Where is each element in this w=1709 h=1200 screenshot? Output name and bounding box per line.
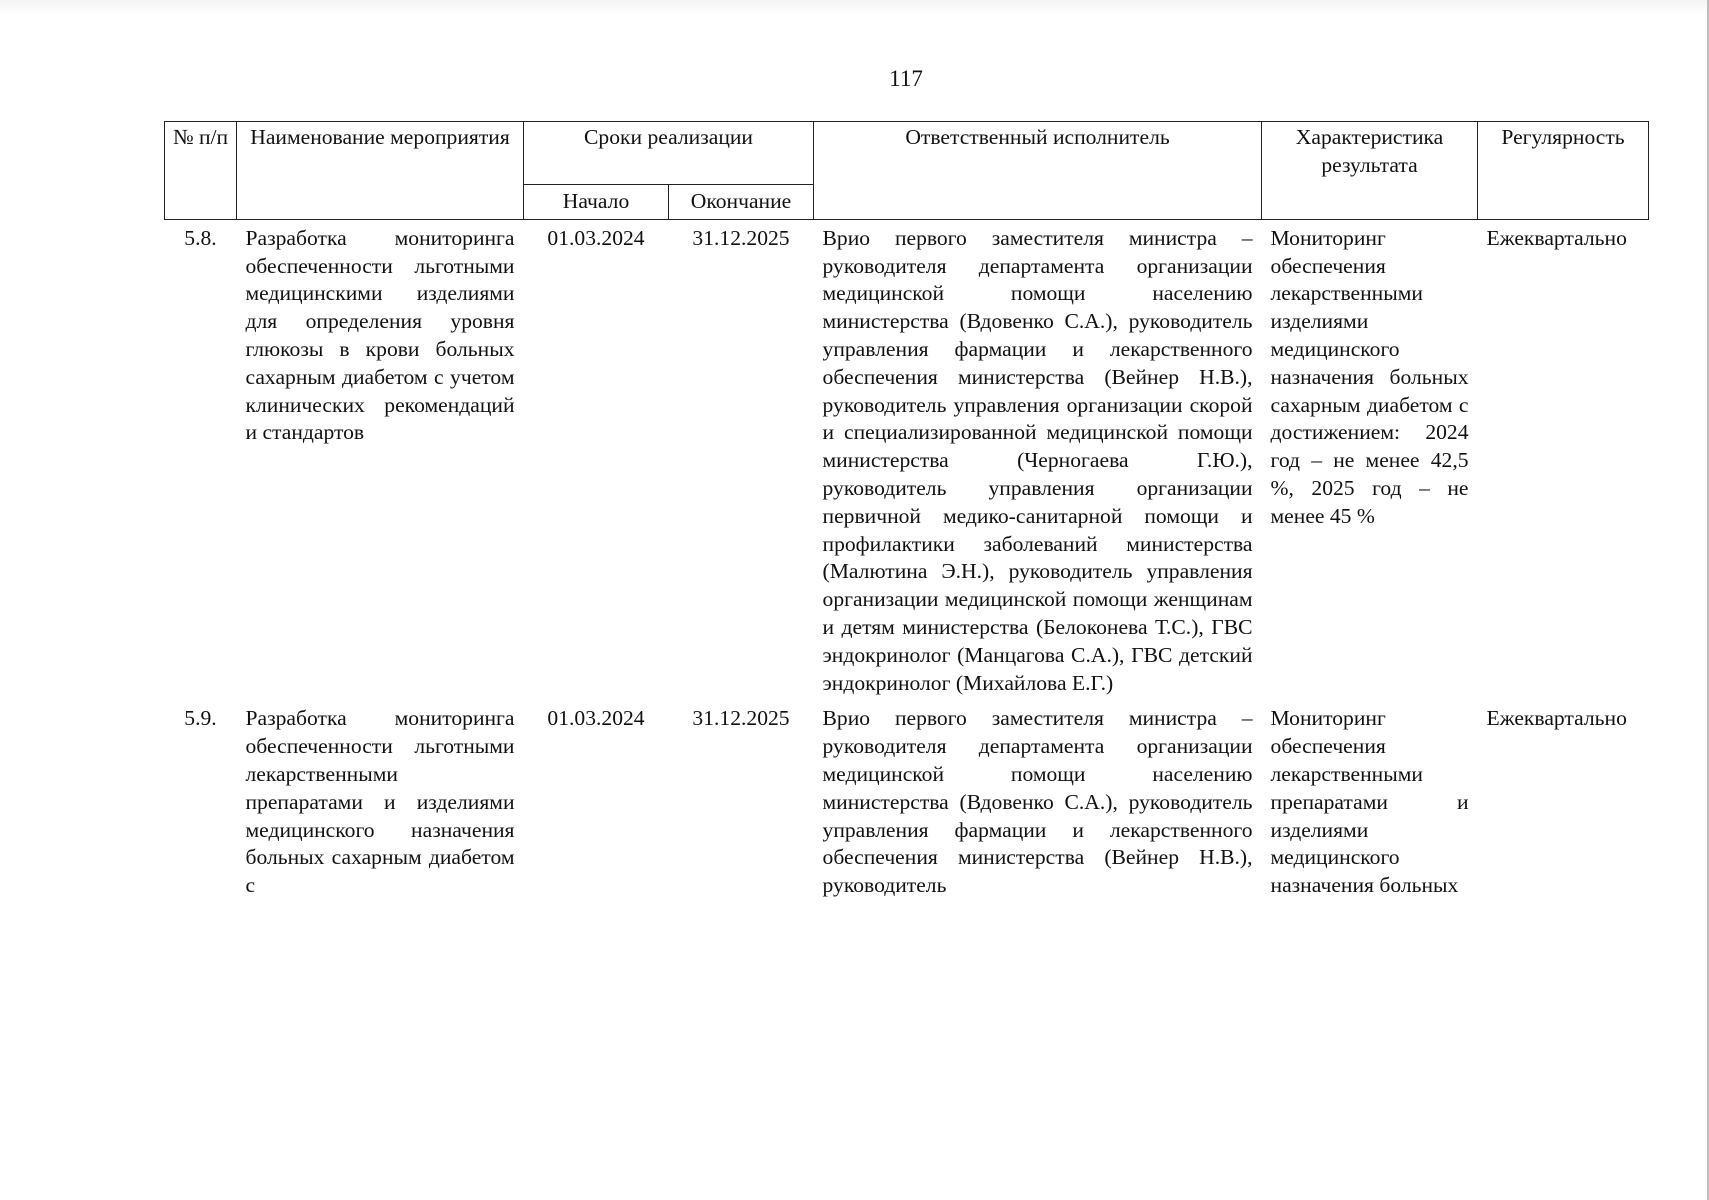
header-result: Характеристика результата bbox=[1262, 122, 1478, 220]
table-row bbox=[165, 219, 1649, 700]
row-num: 5.8. bbox=[184, 225, 217, 250]
row-result: Мониторинг обеспечения лекарственными препаратами и изделиями медицинского назначения больных bbox=[1270, 706, 1469, 898]
header-name: Наименование мероприятия bbox=[237, 122, 524, 220]
row-name: Разработка мониторинга обеспеченности льготными лекарственными препаратами и изделиями медицинского назначения больных сахарным диабетом с bbox=[245, 706, 515, 898]
table-row bbox=[165, 700, 1649, 903]
row-executor: Врио первого заместителя министра – руководителя департамента организации медицинской помощи населению министерства (Вдовенко С.А.), руководитель управления фармации и лекарственного обеспечения министерства (Вейнер Н.В.), руководитель управления организации скорой и специализированной медицинской помощи министерства (Черногаева Г.Ю.), руководитель управления организации первичной медико-санитарной помощи и профилактики заболеваний министерства (Малютина Э.Н.), руководитель управления организации медицинской помощи женщинам и детям министерства (Белоконева Т.С.), ГВС эндокринолог (Манцагова С.А.), ГВС детский эндокринолог (Михайлова Е.Г.) bbox=[822, 225, 1253, 695]
header-regularity: Регулярность bbox=[1478, 122, 1649, 220]
row-end-date: 31.12.2025 bbox=[692, 225, 790, 250]
row-executor: Врио первого заместителя министра – руководителя департамента организации медицинской помощи населению министерства (Вдовенко С.А.), руководитель управления фармации и лекарственного обеспечения министерства (Вейнер Н.В.), руководитель bbox=[822, 706, 1253, 898]
header-start: Начало bbox=[524, 185, 669, 220]
row-regularity: Ежеквартально bbox=[1486, 225, 1627, 250]
table-header bbox=[165, 122, 1649, 220]
page-number: 117 bbox=[889, 66, 923, 91]
row-result: Мониторинг обеспечения лекарственными изделиями медицинского назначения больных сахарным диабетом с достижением: 2024 год – не менее 42,5 %, 2025 год – не менее 45 % bbox=[1270, 225, 1469, 528]
row-regularity: Ежеквартально bbox=[1486, 706, 1627, 731]
header-end: Окончание bbox=[669, 185, 814, 220]
header-period: Сроки реализации bbox=[524, 122, 814, 185]
header-num: № п/п bbox=[165, 122, 237, 220]
row-start-date: 01.03.2024 bbox=[547, 225, 645, 250]
row-start-date: 01.03.2024 bbox=[547, 706, 645, 731]
header-executor: Ответственный исполнитель bbox=[814, 122, 1262, 220]
row-end-date: 31.12.2025 bbox=[692, 706, 790, 731]
row-name: Разработка мониторинга обеспеченности льготными медицинскими изделиями для определения уровня глюкозы в крови больных сахарным диабетом с учетом клинических рекомендаций и стандартов bbox=[245, 225, 515, 445]
activities-table bbox=[164, 121, 1649, 903]
scan-edge bbox=[0, 0, 1709, 14]
row-num: 5.9. bbox=[184, 706, 217, 731]
